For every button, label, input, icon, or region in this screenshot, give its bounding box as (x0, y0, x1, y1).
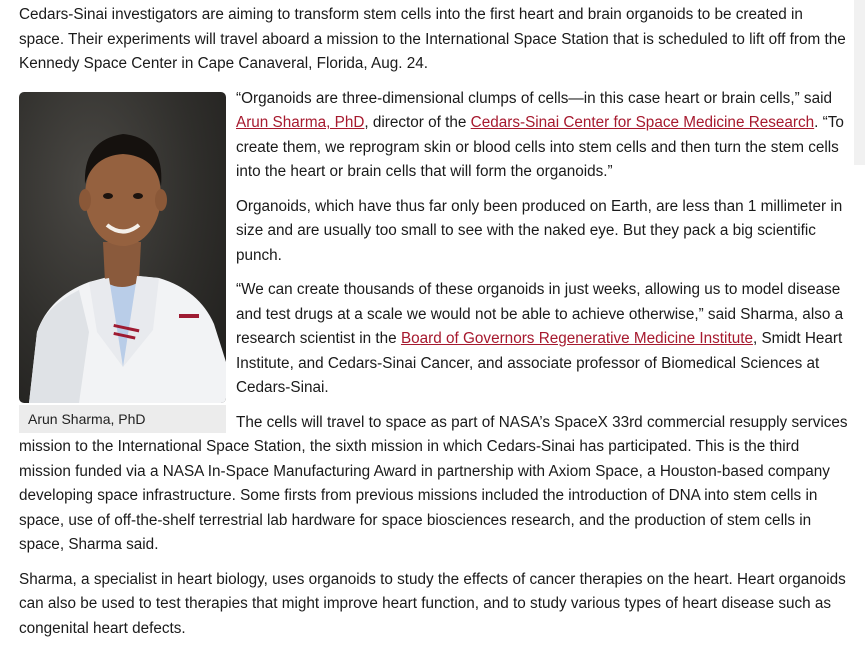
quote1-text-end: . “To create them, we reprogram skin or blood cells into stem cells and then turn the stem cells into the heart or brain cells that will form the organoids.” (236, 114, 844, 180)
scrollbar-track[interactable] (854, 0, 865, 165)
organoid-size-paragraph: Organoids, which have thus far only been produced on Earth, are less than 1 millimeter in size and are usually too small to see with the naked eye. But they pack a big scientific punch. (236, 197, 843, 264)
space-medicine-center-link[interactable]: Cedars-Sinai Center for Space Medicine Research (470, 114, 815, 131)
quote1-text-middle: , director of the (364, 114, 471, 131)
mission-paragraph: The cells will travel to space as part of NASA’s SpaceX 33rd commercial resupply services mission to the International Space Station, the sixth mission in which Cedars-Sinai has participated. This is the third mission funded via a NASA In-Space Manufacturing Award in partnership with Axiom Space, a Houston-based company developing space infrastructure. Some firsts from previous missions included the introduction of DNA into stem cells in space, use of off-the-shelf terrestrial lab hardware for space biosciences research, and the production of stem cells in space, Sharma said. (19, 413, 848, 553)
arun-sharma-link[interactable]: Arun Sharma, PhD (236, 114, 365, 131)
intro-paragraph: Cedars-Sinai investigators are aiming to transform stem cells into the first heart and brain organoids to be created in space. Their experiments will travel aboard a mission to the International Space Station that is scheduled to lift off from the Kennedy Space Center in Cape Canaveral, Florida, Aug. 24. (19, 6, 846, 72)
portrait-photo (19, 92, 226, 403)
article-body (19, 3, 851, 651)
heart-biology-paragraph: Sharma, a specialist in heart biology, uses organoids to study the effects of cancer therapies on the heart. Heart organoids can also be used to test therapies that might improve heart function, and to study various types of heart disease such as congenital heart defects. (19, 570, 846, 637)
photo-caption: Arun Sharma, PhD (19, 405, 226, 433)
portrait-illustration (19, 92, 226, 403)
quote1-text-start: “Organoids are three-dimensional clumps of cells—in this case heart or brain cells,” said (236, 89, 832, 107)
quote2-text-start: “We can create thousands of these organoids in just weeks, allowing us to model disease and test drugs at a scale we would not be able to achieve otherwise,” said Sharma, also a research scientist in the (236, 281, 844, 347)
regenerative-medicine-institute-link[interactable]: Board of Governors Regenerative Medicine Institute (400, 330, 753, 347)
author-figure (19, 92, 226, 433)
quote2-text-end: , Smidt Heart Institute, and Cedars-Sinai Cancer, and associate professor of Biomedical Sciences at Cedars-Sinai. (236, 330, 843, 396)
